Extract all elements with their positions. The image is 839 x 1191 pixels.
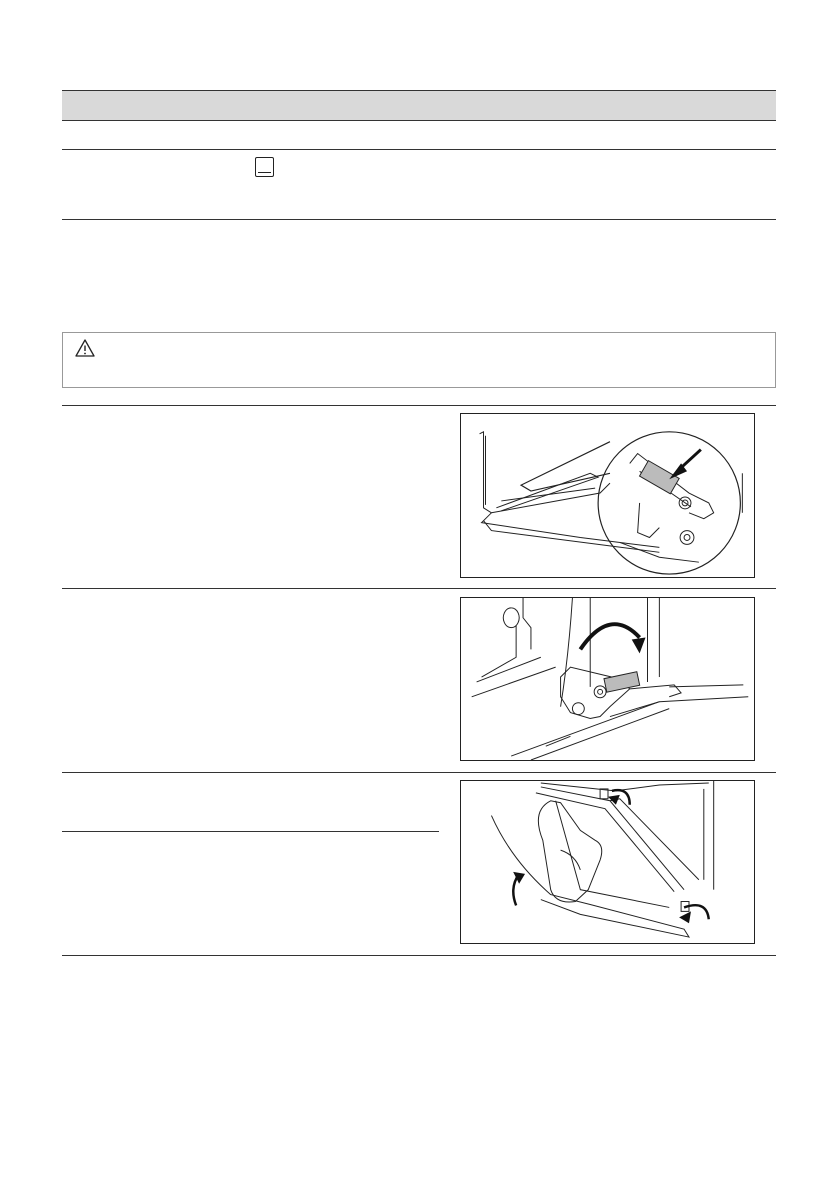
divider [62, 772, 776, 773]
warning-triangle-icon [75, 339, 95, 357]
hinge-rotate-figure [460, 597, 755, 761]
door-remove-figure [460, 780, 755, 944]
section-header-bar [62, 90, 776, 121]
hinge-lever-figure [460, 413, 755, 578]
divider [62, 588, 776, 589]
divider [62, 405, 776, 406]
divider [62, 955, 776, 956]
warning-box [62, 332, 776, 388]
divider [62, 831, 439, 832]
divider [62, 219, 776, 220]
divider [62, 149, 776, 150]
oven-icon [255, 157, 274, 177]
